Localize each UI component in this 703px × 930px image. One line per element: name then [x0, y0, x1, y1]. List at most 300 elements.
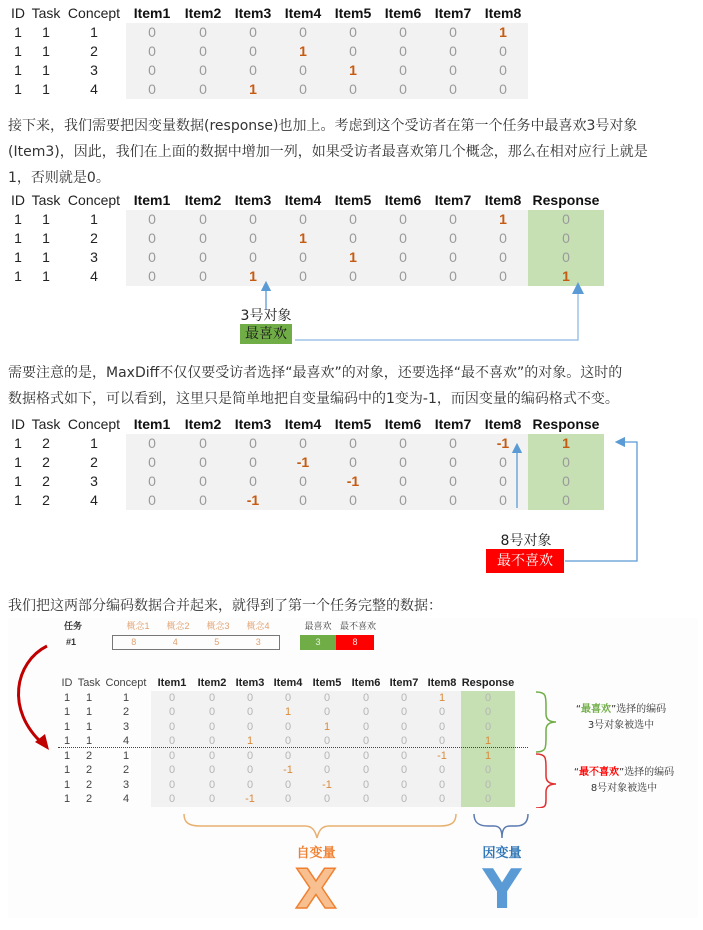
table-row: [57, 749, 515, 764]
table-cell: 0: [461, 778, 515, 793]
column-header: Item7: [434, 192, 472, 208]
table-cell: 3: [90, 249, 98, 265]
column-header: Item4: [273, 677, 303, 689]
table-cell: 0: [478, 229, 528, 248]
concept-value: 4: [172, 637, 178, 647]
table-cell: 3: [90, 473, 98, 489]
table-cell: 0: [378, 210, 428, 229]
table-cell: 0: [269, 778, 307, 793]
table-cell: 0: [478, 472, 528, 491]
table-cell: 1: [63, 735, 71, 747]
table-cell: 2: [90, 230, 98, 246]
concept-labels: [118, 619, 278, 632]
table-cell: 0: [428, 23, 478, 42]
concept-value: 8: [131, 637, 137, 647]
column-header: Item7: [389, 677, 419, 689]
worst-brace-line2: 8号对象被选中: [590, 783, 658, 794]
table-row: [6, 42, 528, 61]
table-cell: 0: [178, 229, 228, 248]
table-header-row: [57, 676, 515, 691]
table-cell: 1: [14, 62, 22, 78]
table-cell: 0: [378, 248, 428, 267]
table-cell: 0: [347, 691, 385, 706]
table-cell: 2: [42, 492, 50, 508]
column-header: Item2: [184, 416, 222, 432]
table-cell: 0: [385, 691, 423, 706]
table-cell: 0: [151, 778, 193, 793]
table-cell: 0: [378, 80, 428, 99]
best-suffix: 选择的编码: [616, 704, 667, 715]
table-cell: 0: [278, 61, 328, 80]
concept-label: 概念4: [246, 621, 270, 631]
best-header-label: 最喜欢: [304, 621, 332, 631]
table-cell: 1: [269, 705, 307, 720]
table-cell: 4: [122, 793, 130, 805]
table-cell: 0: [269, 792, 307, 807]
table-cell: 0: [328, 23, 378, 42]
table-cell: 1: [90, 211, 98, 227]
table-cell: 0: [228, 42, 278, 61]
table-cell: 1: [63, 691, 71, 704]
table-row: [6, 23, 528, 42]
table-cell: 0: [347, 705, 385, 720]
table-cell: 0: [278, 210, 328, 229]
column-header: Response: [532, 192, 600, 208]
table-cell: 0: [428, 472, 478, 491]
concept-value: 3: [255, 637, 261, 647]
table-cell: 0: [428, 248, 478, 267]
column-header: Item5: [312, 677, 342, 689]
paragraph-line: 我们把这两部分编码数据合并起来，就得到了第一个任务完整的数据：: [8, 598, 442, 614]
table-cell: 0: [278, 248, 328, 267]
table-cell: 0: [228, 23, 278, 42]
table-cell: 1: [63, 749, 71, 762]
column-header: ID: [11, 416, 25, 432]
table-cell: 0: [385, 778, 423, 793]
table-cell: 1: [63, 764, 71, 776]
table-cell: 0: [228, 453, 278, 472]
table-cell: 0: [126, 42, 178, 61]
table-cell: 1: [14, 43, 22, 59]
table-cell: 0: [385, 734, 423, 749]
table-cell: 0: [228, 472, 278, 491]
table-row: [57, 720, 515, 735]
table-cell: 0: [378, 434, 428, 453]
table-cell: 0: [278, 491, 328, 510]
table-cell: 0: [328, 434, 378, 453]
column-header: Item8: [484, 5, 522, 21]
table-cell: 0: [347, 792, 385, 807]
table-cell: 1: [42, 62, 50, 78]
table-cell: 0: [178, 267, 228, 286]
paragraph-line: 需要注意的是，MaxDiff不仅仅要受访者选择“最喜欢”的对象，还要选择“最不喜欢”的对象。这时的: [8, 365, 623, 381]
table-cell: 0: [528, 472, 604, 491]
table-cell: 0: [278, 267, 328, 286]
table-cell: 0: [347, 720, 385, 735]
task-separator-dotted-line: [58, 747, 528, 748]
table-cell: 1: [14, 81, 22, 97]
task-id: #1: [66, 637, 77, 647]
table-cell: 1: [63, 720, 71, 733]
table-cell: 0: [228, 229, 278, 248]
table-cell: 0: [278, 472, 328, 491]
table-header-row: [6, 4, 528, 23]
table-cell: 1: [423, 691, 461, 706]
table-cell: 0: [231, 749, 269, 764]
table-cell: 0: [178, 248, 228, 267]
table-cell: 0: [126, 267, 178, 286]
table-cell: 0: [193, 778, 231, 793]
table-cell: 2: [122, 706, 130, 718]
worst-header-label: 最不喜欢: [339, 621, 376, 631]
table-cell: 0: [126, 491, 178, 510]
column-header: Item8: [484, 416, 522, 432]
column-header: Item4: [284, 5, 322, 21]
table-cell: 0: [461, 691, 515, 706]
table-cell: 0: [126, 453, 178, 472]
table-cell: 0: [151, 705, 193, 720]
column-header: Item1: [133, 192, 171, 208]
table-cell: 0: [347, 749, 385, 764]
table-cell: 0: [528, 453, 604, 472]
table-cell: 0: [231, 778, 269, 793]
table-cell: 0: [478, 61, 528, 80]
table-cell: 0: [478, 248, 528, 267]
table-cell: 0: [528, 491, 604, 510]
table-cell: 0: [307, 749, 347, 764]
table-cell: 2: [42, 473, 50, 489]
table-cell: 0: [478, 267, 528, 286]
column-header: Item6: [384, 416, 422, 432]
column-header: Item1: [157, 677, 187, 689]
design-matrix-table-1: [6, 4, 528, 99]
design-matrix-table-2: [6, 191, 604, 286]
table-cell: 0: [126, 23, 178, 42]
concept-label: 概念1: [126, 621, 150, 631]
table-cell: 1: [14, 473, 22, 489]
table-cell: 0: [378, 42, 428, 61]
column-header: Item5: [334, 416, 372, 432]
dependent-variable-label: 因变量: [482, 846, 522, 861]
column-header: Item5: [334, 192, 372, 208]
merged-design-matrix-table: [57, 676, 515, 807]
table-cell: 0: [231, 763, 269, 778]
table-cell: 1: [14, 492, 22, 508]
column-header: ID: [11, 192, 25, 208]
column-header: Item6: [384, 192, 422, 208]
paragraph-merge: [8, 593, 698, 619]
column-header: Item6: [351, 677, 381, 689]
table-row: [57, 792, 515, 807]
table-cell: 1: [14, 211, 22, 227]
table-cell: 0: [428, 42, 478, 61]
worst-brace-label: [566, 765, 682, 797]
worst-arrow-diagram: [0, 420, 703, 570]
table-cell: 1: [42, 43, 50, 59]
column-header: Response: [532, 416, 600, 432]
red-curved-arrow-icon: [5, 640, 65, 755]
table-cell: -1: [228, 491, 278, 510]
paragraph-line: 接下来，我们需要把因变量数据(response)也加上。考虑到这个受访者在第一个任务中最喜欢3号对象: [8, 118, 638, 134]
table-cell: 0: [378, 491, 428, 510]
table-cell: 0: [151, 763, 193, 778]
table-cell: 0: [528, 229, 604, 248]
table-row: [6, 248, 604, 267]
table-cell: 0: [126, 80, 178, 99]
table-cell: 0: [423, 705, 461, 720]
best-brace-label: [566, 702, 676, 734]
paragraph-maxdiff-note: [8, 360, 698, 412]
table-cell: 0: [423, 763, 461, 778]
column-header: Item1: [133, 5, 171, 21]
table-cell: 1: [63, 706, 71, 718]
table-cell: 1: [42, 211, 50, 227]
table-cell: 0: [278, 23, 328, 42]
table-cell: 2: [85, 764, 93, 776]
concept-label: 概念2: [166, 621, 190, 631]
table-cell: 0: [193, 792, 231, 807]
table-cell: -1: [278, 453, 328, 472]
table-cell: 0: [151, 691, 193, 706]
column-header: Item2: [184, 192, 222, 208]
column-header: Task: [31, 416, 61, 432]
table-cell: 0: [307, 734, 347, 749]
column-header: ID: [61, 677, 73, 689]
table-cell: 0: [378, 23, 428, 42]
table-cell: 0: [378, 453, 428, 472]
table-cell: 0: [193, 720, 231, 735]
paragraph-line: 1，否则就是0。: [8, 170, 110, 186]
column-header: Concept: [67, 5, 121, 21]
table-cell: 1: [307, 720, 347, 735]
table-cell: 2: [42, 435, 50, 451]
table-cell: 0: [178, 23, 228, 42]
table-cell: 0: [428, 229, 478, 248]
table-cell: 0: [178, 472, 228, 491]
table-cell: 1: [228, 267, 278, 286]
table-cell: 1: [85, 691, 93, 704]
table-cell: 0: [328, 453, 378, 472]
table-row: [57, 778, 515, 793]
table-cell: 0: [347, 763, 385, 778]
table-cell: 0: [478, 80, 528, 99]
table-cell: 0: [126, 434, 178, 453]
table-cell: 1: [14, 230, 22, 246]
table-cell: 0: [328, 267, 378, 286]
table-cell: 0: [428, 61, 478, 80]
table-cell: 3: [122, 778, 130, 791]
table-row: [57, 763, 515, 778]
best-arrow-diagram: [0, 280, 703, 350]
table-row: [57, 691, 515, 706]
table-cell: 0: [478, 453, 528, 472]
table-cell: 1: [14, 435, 22, 451]
table-cell: 2: [85, 778, 93, 791]
best-brace-line2: 3号对象被选中: [587, 720, 655, 731]
table-cell: 1: [14, 268, 22, 284]
table-cell: 0: [231, 720, 269, 735]
table-cell: 0: [126, 472, 178, 491]
table-cell: 1: [328, 61, 378, 80]
table-cell: 0: [528, 210, 604, 229]
table-cell: 0: [126, 229, 178, 248]
table-cell: 0: [378, 229, 428, 248]
column-header: Item3: [234, 192, 272, 208]
table-cell: 0: [178, 434, 228, 453]
table-cell: 1: [90, 435, 98, 451]
table-row: [57, 705, 515, 720]
table-cell: 0: [278, 80, 328, 99]
column-header: Item4: [284, 192, 322, 208]
table-cell: 1: [42, 24, 50, 40]
table-cell: 0: [385, 705, 423, 720]
column-header: Concept: [105, 677, 147, 689]
table-cell: 0: [461, 792, 515, 807]
table-cell: 0: [126, 61, 178, 80]
table-row: [6, 80, 528, 99]
table-cell: 0: [378, 472, 428, 491]
column-header: Item1: [133, 416, 171, 432]
table-cell: 2: [90, 454, 98, 470]
table-cell: 0: [423, 734, 461, 749]
paragraph-response-intro: [8, 113, 698, 191]
table-row: [6, 210, 604, 229]
independent-variable-label: 自变量: [296, 846, 336, 861]
column-header: Item8: [427, 677, 457, 689]
column-header: Item7: [434, 5, 472, 21]
y-letter: Y: [482, 858, 522, 921]
table-cell: 0: [178, 80, 228, 99]
table-cell: 1: [14, 24, 22, 40]
best-brace-line1: “最喜欢”选择的编码: [575, 704, 667, 715]
table-cell: 1: [63, 778, 71, 791]
table-cell: 0: [178, 42, 228, 61]
worst-brace-line1: “最不喜欢”选择的编码: [573, 767, 675, 778]
column-header: Item4: [284, 416, 322, 432]
table-cell: 4: [122, 735, 130, 747]
table-cell: 0: [423, 720, 461, 735]
table-cell: 0: [151, 749, 193, 764]
worst-suffix: 选择的编码: [624, 767, 675, 778]
object-3-label: 3号对象: [240, 308, 292, 324]
table-cell: 1: [278, 42, 328, 61]
table-cell: 0: [151, 734, 193, 749]
table-cell: 0: [461, 720, 515, 735]
table-cell: 2: [122, 764, 130, 776]
table-cell: 0: [428, 80, 478, 99]
table-cell: 0: [428, 491, 478, 510]
table-cell: 0: [347, 778, 385, 793]
table-cell: 0: [228, 210, 278, 229]
table-cell: 0: [385, 763, 423, 778]
table-cell: 0: [478, 42, 528, 61]
table-cell: 0: [307, 763, 347, 778]
column-header: Response: [461, 677, 515, 689]
best-tag: 最喜欢: [240, 324, 292, 344]
table-cell: 1: [14, 249, 22, 265]
table-cell: 1: [63, 793, 71, 805]
concept-label: 概念3: [206, 621, 230, 631]
table-cell: 2: [85, 793, 93, 805]
column-header: Item7: [434, 416, 472, 432]
table-cell: 0: [378, 61, 428, 80]
table-cell: 1: [42, 249, 50, 265]
table-cell: 0: [423, 792, 461, 807]
table-cell: 0: [178, 453, 228, 472]
table-cell: 1: [85, 720, 93, 733]
right-braces: [530, 688, 570, 808]
table-cell: 0: [307, 792, 347, 807]
table-cell: 0: [151, 720, 193, 735]
table-cell: 0: [231, 705, 269, 720]
table-cell: 1: [278, 229, 328, 248]
table-cell: 0: [193, 749, 231, 764]
table-cell: 1: [85, 706, 93, 718]
table-cell: 0: [178, 61, 228, 80]
table-cell: 0: [126, 210, 178, 229]
table-cell: 0: [228, 61, 278, 80]
table-cell: 0: [193, 763, 231, 778]
table-cell: 0: [269, 734, 307, 749]
table-cell: 0: [307, 691, 347, 706]
table-cell: 0: [328, 229, 378, 248]
column-header: Item5: [334, 5, 372, 21]
table-cell: 0: [378, 267, 428, 286]
table-cell: 0: [328, 80, 378, 99]
table-cell: 1: [14, 454, 22, 470]
table-cell: 0: [528, 248, 604, 267]
table-cell: 1: [122, 749, 130, 762]
table-cell: 0: [328, 491, 378, 510]
table-cell: 0: [269, 720, 307, 735]
table-cell: 0: [178, 491, 228, 510]
table-cell: 0: [193, 691, 231, 706]
table-cell: 1: [42, 268, 50, 284]
table-cell: 2: [42, 454, 50, 470]
task-label: 任务: [64, 621, 83, 631]
table-cell: -1: [269, 763, 307, 778]
table-cell: 1: [122, 691, 130, 704]
table-cell: 0: [428, 210, 478, 229]
table-cell: 1: [42, 81, 50, 97]
paragraph-line: (Item3)，因此，我们在上面的数据中增加一列，如果受访者最喜欢第几个概念，那么在相对应行上就是: [8, 144, 648, 160]
table-cell: -1: [423, 749, 461, 764]
table-cell: 1: [478, 23, 528, 42]
best-quoted: 最喜欢: [581, 704, 611, 715]
table-cell: -1: [478, 434, 528, 453]
worst-value-cell: 8: [336, 635, 374, 650]
table-cell: 0: [228, 434, 278, 453]
table-cell: 0: [428, 434, 478, 453]
table-cell: 0: [193, 734, 231, 749]
table-cell: 0: [228, 248, 278, 267]
table-cell: 0: [428, 453, 478, 472]
column-header: Item2: [184, 5, 222, 21]
table-cell: -1: [307, 778, 347, 793]
paragraph-line: 数据格式如下，可以看到，这里只是简单地把自变量编码中的1变为-1，而因变量的编码格式不变。: [8, 391, 619, 407]
worst-tag: 最不喜欢: [486, 549, 564, 573]
column-header: Item2: [197, 677, 227, 689]
table-cell: -1: [328, 472, 378, 491]
table-cell: 0: [478, 491, 528, 510]
concept-value: 5: [214, 637, 220, 647]
table-cell: 2: [90, 43, 98, 59]
worst-quoted: 最不喜欢: [579, 767, 619, 778]
table-cell: 0: [278, 434, 328, 453]
concept-values-box: [112, 635, 280, 650]
table-cell: 0: [423, 778, 461, 793]
table-cell: 4: [90, 492, 98, 508]
